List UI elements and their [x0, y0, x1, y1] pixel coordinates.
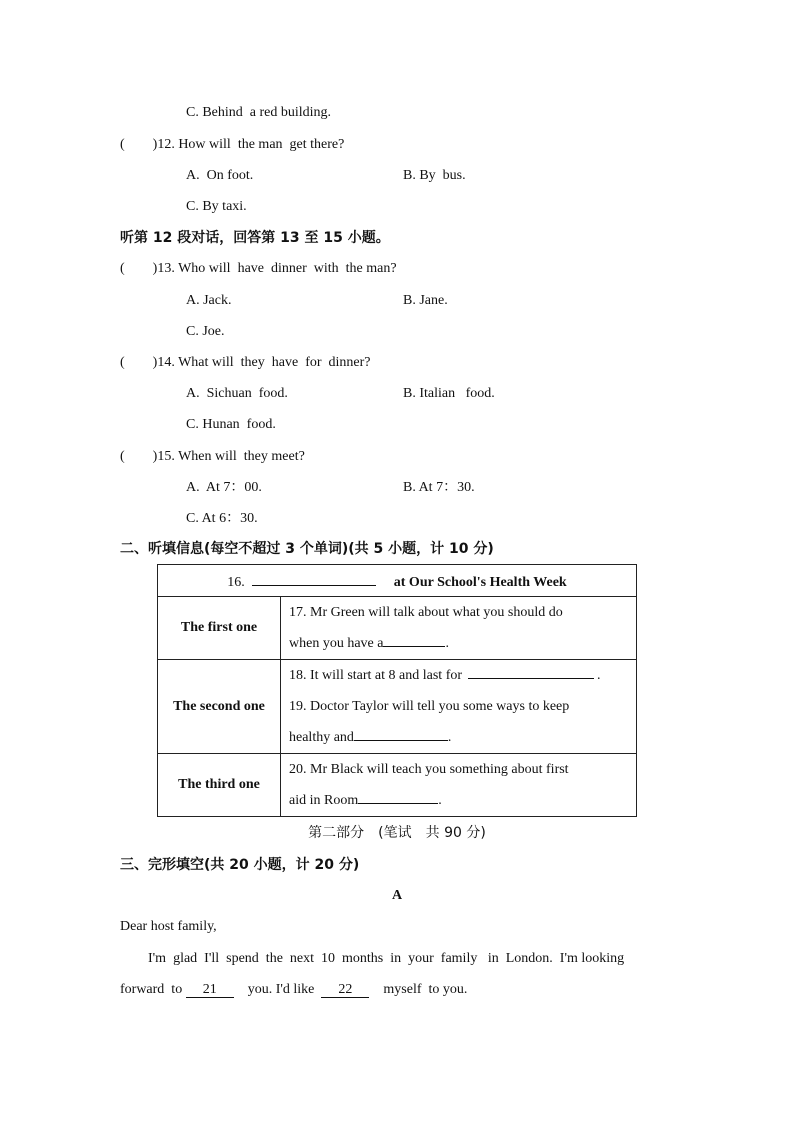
- letter-salutation: Dear host family,: [120, 919, 217, 934]
- q12-question: ( )12. How will the man get there?: [120, 137, 345, 152]
- q19-line-2: [289, 722, 628, 753]
- q13-option-c: C. Joe.: [186, 324, 225, 339]
- section-3-header: 三、完形填空(共 20 小题，计 20 分): [120, 857, 360, 873]
- passage-label: A: [391, 888, 403, 903]
- q20-line-1: 20. Mr Black will teach you something about first: [289, 762, 569, 777]
- q19-text: healthy and: [289, 730, 354, 745]
- q20-period: .: [438, 793, 442, 808]
- q20-line-2: [289, 785, 628, 816]
- q18-text: 18. It will start at 8 and last for: [289, 668, 463, 683]
- q14-option-b: B. Italian food.: [403, 386, 495, 401]
- table-title-text: at Our School's Health Week: [393, 574, 567, 590]
- q12-option-c: C. By taxi.: [186, 199, 247, 214]
- section-2-header: 二、听填信息(每空不超过 3 个单词)(共 5 小题，计 10 分): [120, 541, 494, 557]
- q14-option-c: C. Hunan food.: [186, 417, 276, 432]
- q17-answer-blank[interactable]: [383, 632, 445, 647]
- table-title-cell: [158, 565, 637, 597]
- blank-22[interactable]: 22: [321, 982, 369, 998]
- q13-question: ( )13. Who will have dinner with the man?: [120, 261, 397, 276]
- q15-question: ( )15. When will they meet?: [120, 449, 305, 464]
- q13-option-b: B. Jane.: [403, 293, 448, 308]
- q13-option-a: A. Jack.: [186, 293, 232, 308]
- blank-21[interactable]: 21: [186, 982, 234, 998]
- q11-option-c: C. Behind a red building.: [186, 105, 332, 120]
- q17-line-1: 17. Mr Green will talk about what you should do: [289, 605, 563, 620]
- q19-answer-blank[interactable]: [354, 726, 448, 741]
- q18-period: .: [597, 668, 601, 683]
- health-week-table: [157, 564, 637, 817]
- line2-text-b: you. I'd like: [247, 982, 315, 997]
- q20-text: aid in Room: [289, 793, 359, 808]
- dialogue-12-header: 听第 12 段对话，回答第 13 至 15 小题。: [120, 230, 390, 246]
- letter-paragraph-line-1: I'm glad I'll spend the next 10 months in your family in London. I'm looking: [148, 951, 625, 966]
- line2-text-a: forward to: [120, 982, 183, 997]
- q15-option-a: A. At 7：00.: [186, 480, 262, 495]
- row-content-second: [281, 660, 637, 754]
- row-label-first: The first one: [158, 597, 281, 660]
- q19-line-1: 19. Doctor Taylor will tell you some ways to keep: [289, 699, 570, 714]
- q20-answer-blank[interactable]: [358, 789, 438, 804]
- q17-period: .: [445, 636, 449, 651]
- q15-option-b: B. At 7：30.: [403, 480, 475, 495]
- q16-answer-blank[interactable]: [252, 571, 376, 586]
- q19-period: .: [447, 730, 452, 745]
- row-label-third: The third one: [158, 754, 281, 817]
- q16-number: 16.: [227, 574, 245, 590]
- q12-option-a: A. On foot.: [186, 168, 254, 183]
- q12-option-b: B. By bus.: [403, 168, 466, 183]
- row-label-second: The second one: [158, 660, 281, 754]
- q14-question: ( )14. What will they have for dinner?: [120, 355, 371, 370]
- letter-paragraph-line-2: [120, 981, 467, 999]
- q18-line: [289, 660, 628, 691]
- q18-answer-blank[interactable]: [468, 664, 594, 679]
- line2-text-c: myself to you.: [383, 982, 468, 997]
- q15-option-c: C. At 6：30.: [186, 511, 258, 526]
- q14-option-a: A. Sichuan food.: [186, 386, 288, 401]
- q17-line-2: [289, 628, 628, 659]
- part-2-header: 第二部分 (笔试 共 90 分): [308, 825, 486, 841]
- q17-text: when you have a: [289, 636, 384, 651]
- row-content-third: [281, 754, 637, 817]
- row-content-first: [281, 597, 637, 660]
